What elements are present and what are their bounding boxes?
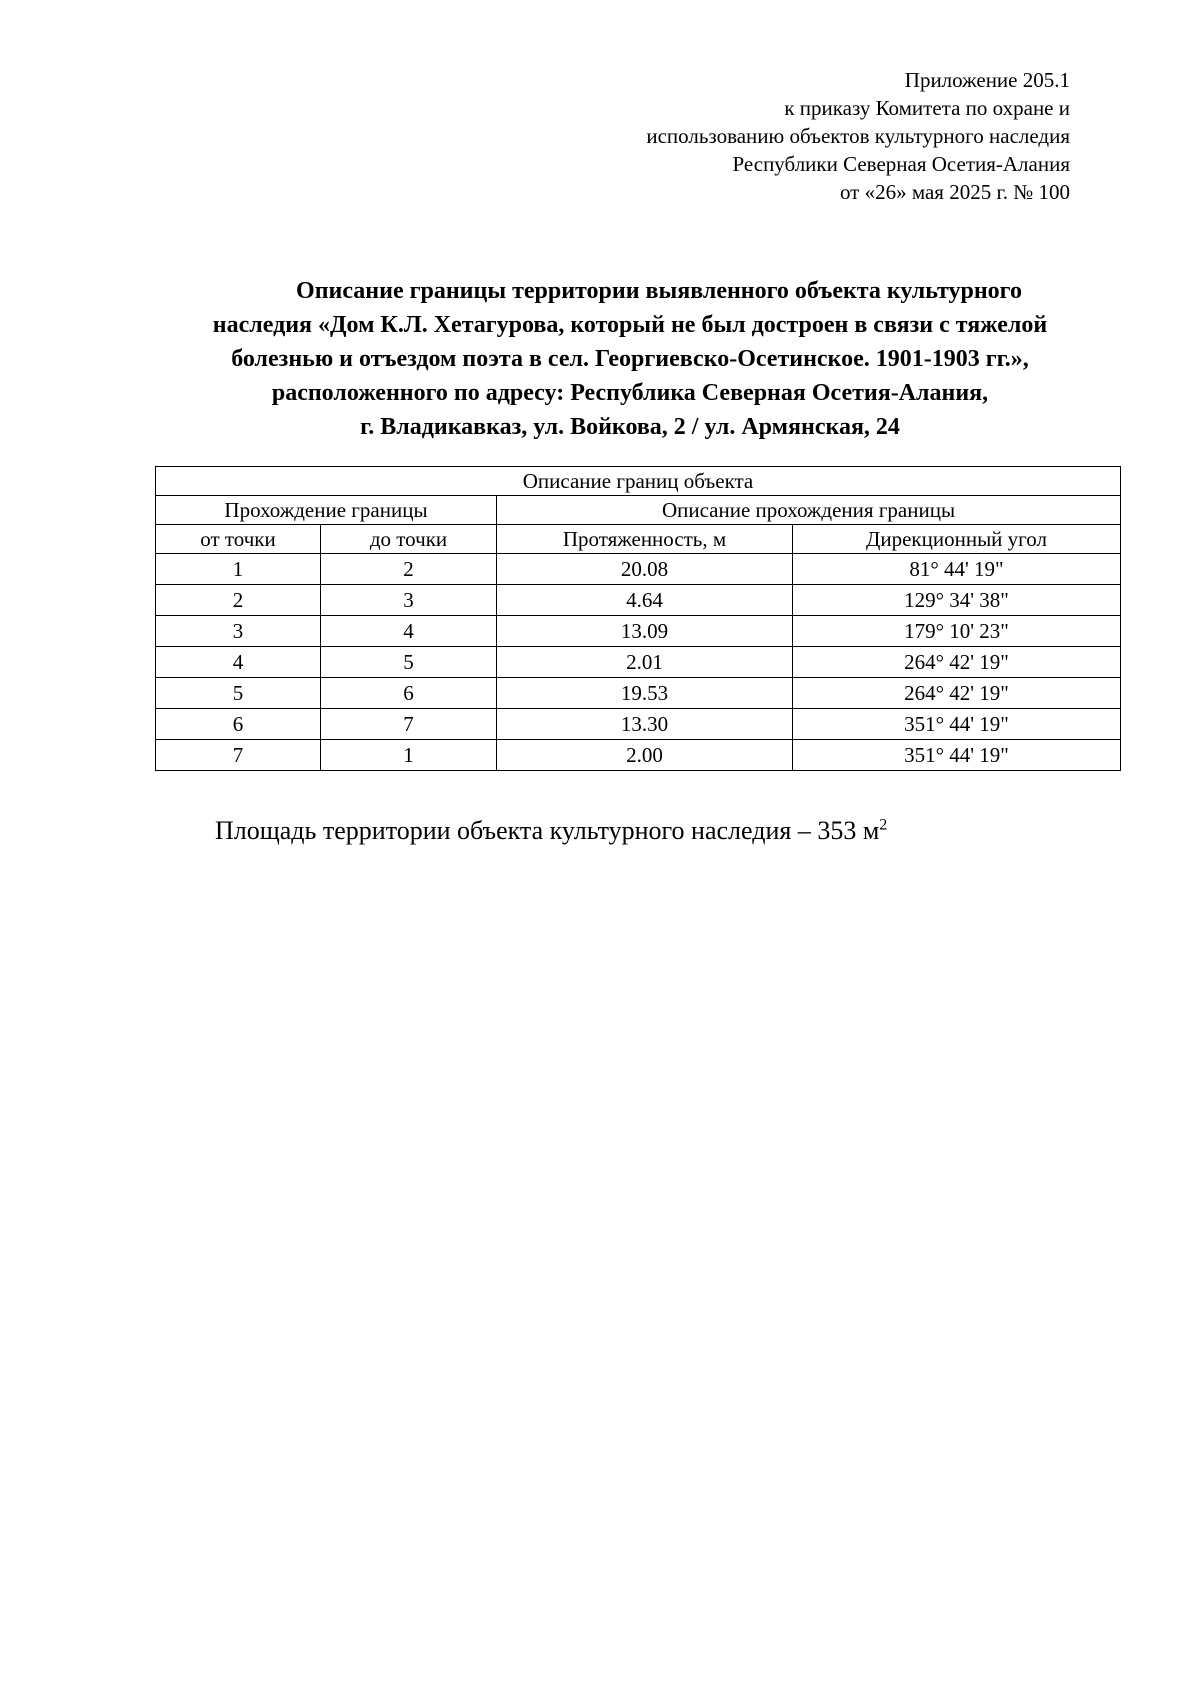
cell-direction-angle: 81° 44' 19" — [793, 554, 1121, 585]
boundary-table — [155, 466, 1121, 771]
table-row — [156, 585, 1121, 616]
title-line: расположенного по адресу: Республика Северная Осетия-Алания, — [271, 380, 989, 406]
cell-length: 4.64 — [497, 585, 793, 616]
title-line: г. Владикавказ, ул. Войкова, 2 / ул. Армянская, 24 — [360, 414, 900, 440]
cell-length: 13.30 — [497, 709, 793, 740]
table-column-header-row — [156, 525, 1121, 554]
group-header-description: Описание прохождения границы — [497, 496, 1121, 525]
cell-length: 2.01 — [497, 647, 793, 678]
appendix-line: от «26» мая 2025 г. № 100 — [839, 180, 1070, 204]
area-text: Площадь территории объекта культурного наследия – 353 м — [215, 816, 880, 845]
cell-from-point: 7 — [156, 740, 321, 771]
cell-to-point: 7 — [321, 709, 497, 740]
table-row — [156, 647, 1121, 678]
cell-to-point: 6 — [321, 678, 497, 709]
cell-to-point: 5 — [321, 647, 497, 678]
cell-from-point: 4 — [156, 647, 321, 678]
cell-length: 19.53 — [497, 678, 793, 709]
appendix-header — [646, 66, 1070, 206]
table-row — [156, 678, 1121, 709]
cell-to-point: 3 — [321, 585, 497, 616]
group-header-passage: Прохождение границы — [156, 496, 497, 525]
cell-direction-angle: 351° 44' 19" — [793, 740, 1121, 771]
cell-direction-angle: 351° 44' 19" — [793, 709, 1121, 740]
appendix-line: Приложение 205.1 — [904, 68, 1070, 92]
cell-to-point: 4 — [321, 616, 497, 647]
cell-from-point: 1 — [156, 554, 321, 585]
appendix-line: использованию объектов культурного наследия — [646, 124, 1070, 148]
table-caption: Описание границ объекта — [156, 467, 1121, 496]
column-header-direction-angle: Дирекционный угол — [793, 525, 1121, 554]
cell-to-point: 1 — [321, 740, 497, 771]
area-unit-superscript: 2 — [879, 816, 888, 834]
cell-length: 2.00 — [497, 740, 793, 771]
table-caption-row — [156, 467, 1121, 496]
cell-length: 20.08 — [497, 554, 793, 585]
cell-direction-angle: 264° 42' 19" — [793, 647, 1121, 678]
cell-from-point: 3 — [156, 616, 321, 647]
table-group-header-row — [156, 496, 1121, 525]
appendix-line: Республики Северная Осетия-Алания — [732, 152, 1070, 176]
title-line: Описание границы территории выявленного объекта культурного — [296, 278, 1022, 304]
appendix-line: к приказу Комитета по охране и — [784, 96, 1070, 120]
table-row — [156, 554, 1121, 585]
column-header-length: Протяженность, м — [497, 525, 793, 554]
column-header-from-point: от точки — [156, 525, 321, 554]
cell-direction-angle: 264° 42' 19" — [793, 678, 1121, 709]
document-title — [120, 274, 1140, 444]
cell-from-point: 2 — [156, 585, 321, 616]
cell-from-point: 5 — [156, 678, 321, 709]
area-statement — [215, 814, 887, 848]
title-line: болезнью и отъездом поэта в сел. Георгиевско-Осетинское. 1901-1903 гг.», — [231, 346, 1029, 372]
column-header-to-point: до точки — [321, 525, 497, 554]
cell-direction-angle: 129° 34' 38" — [793, 585, 1121, 616]
table-row — [156, 616, 1121, 647]
cell-from-point: 6 — [156, 709, 321, 740]
table-row — [156, 709, 1121, 740]
table-row — [156, 740, 1121, 771]
title-line: наследия «Дом К.Л. Хетагурова, который не был достроен в связи с тяжелой — [212, 312, 1048, 338]
cell-to-point: 2 — [321, 554, 497, 585]
cell-direction-angle: 179° 10' 23" — [793, 616, 1121, 647]
cell-length: 13.09 — [497, 616, 793, 647]
